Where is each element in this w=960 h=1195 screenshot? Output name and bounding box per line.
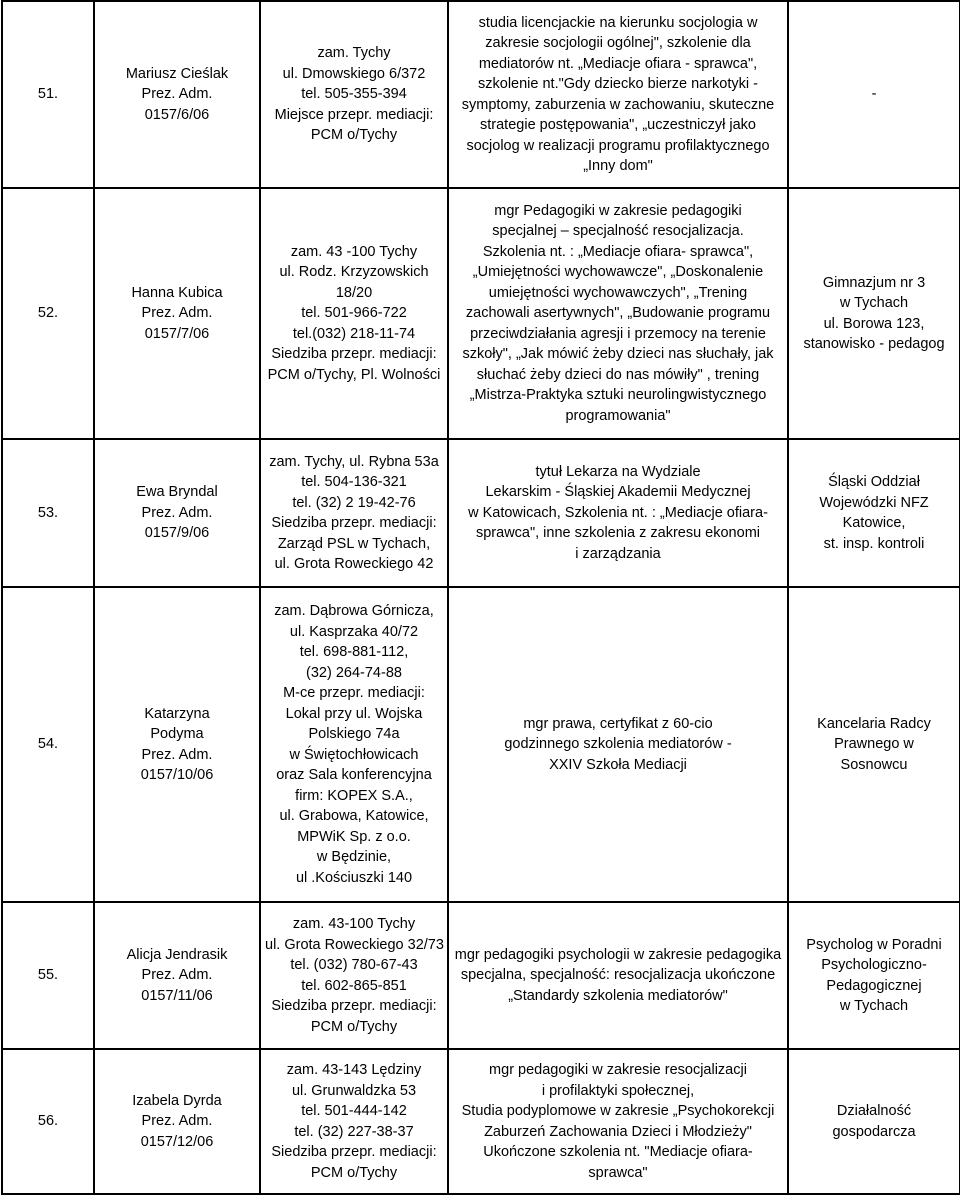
address-line: zam. 43 -100 Tychy <box>290 243 418 260</box>
address-line: zam. Dąbrowa Górnicza, <box>274 603 434 619</box>
qualifications-line: socjolog w realizacji programu profilaktycznego <box>466 137 770 154</box>
mediator-registry-table <box>1 0 960 1195</box>
address-line: tel. 501-966-722 <box>301 305 407 322</box>
row-number: 55. <box>37 967 59 984</box>
qualifications-line: mgr pedagogiki psychologii w zakresie pedagogika <box>454 946 782 963</box>
name-line: Katarzyna <box>144 705 210 722</box>
qualifications-line: szkoły", „Jak mówić żeby dzieci nas słuchały, jak <box>462 346 774 363</box>
qualifications-line: Szkolenia nt. : „Mediacje ofiara- sprawca", <box>482 243 754 260</box>
qualifications-line: XXIV Szkoła Mediacji <box>549 756 687 773</box>
mediator-name-cell <box>94 587 260 902</box>
qualifications-line: symptomy, zaburzenia w zachowaniu, skuteczne <box>461 96 775 113</box>
qualifications-line: zakresie socjologii ogólnej", szkolenie dla <box>485 35 751 51</box>
address-cell <box>260 1049 448 1194</box>
row-number: 56. <box>37 1113 59 1130</box>
name-line: Mariusz Cieślak <box>125 65 229 82</box>
row-number-cell <box>2 1 94 188</box>
address-line: ul. Kasprzaka 40/72 <box>289 623 419 640</box>
address-line: PCM o/Tychy <box>310 127 398 144</box>
row-number: 54. <box>37 736 59 753</box>
qualifications-line: słuchać żeby dzieci do nas mówiły" , trening <box>476 366 760 383</box>
table-body <box>2 1 960 1194</box>
workplace-line: Kancelaria Radcy <box>817 715 931 732</box>
workplace-line: gospodarcza <box>832 1123 916 1140</box>
row-number: 53. <box>37 504 59 521</box>
workplace-line: Działalność <box>836 1103 912 1119</box>
address-line: PCM o/Tychy, Pl. Wolności <box>267 366 441 383</box>
name-line: 0157/7/06 <box>144 325 210 342</box>
qualifications-line: w Katowicach, Szkolenia nt. : „Mediacje ofiara- <box>468 504 768 521</box>
workplace-cell <box>788 439 960 587</box>
address-cell <box>260 1 448 188</box>
row-number-cell <box>2 1049 94 1194</box>
workplace-line: Psycholog w Poradni <box>806 936 942 953</box>
address-line: tel.(032) 218-11-74 <box>292 325 416 342</box>
workplace-line: Sosnowcu <box>840 756 908 773</box>
workplace-line: Psychologiczno- <box>821 957 927 973</box>
table-row <box>2 902 960 1049</box>
qualifications-line: studia licencjackie na kierunku socjologia w <box>478 14 758 31</box>
name-line: Prez. Adm. <box>141 1113 213 1130</box>
address-line: PCM o/Tychy <box>310 1164 398 1181</box>
workplace-line: stanowisko - pedagog <box>803 336 945 352</box>
table-row <box>2 188 960 439</box>
address-line: tel. (032) 780-67-43 <box>290 957 418 973</box>
qualifications-line: Studia podyplomowe w zakresie „Psychokorekcji <box>461 1103 775 1119</box>
workplace-cell <box>788 1 960 188</box>
address-line: tel. 602-865-851 <box>301 977 407 994</box>
name-line: Prez. Adm. <box>141 967 213 984</box>
workplace-cell <box>788 188 960 439</box>
qualifications-line: zachowali asertywnych", „Budowanie programu <box>465 305 771 322</box>
qualifications-line: Zaburzeń Zachowania Dzieci i Młodzieży" <box>484 1123 752 1140</box>
qualifications-cell <box>448 902 788 1049</box>
address-line: zam. Tychy <box>317 45 391 62</box>
qualifications-line: programowania" <box>565 407 671 424</box>
workplace-line: st. insp. kontroli <box>823 535 925 552</box>
address-line: Polskiego 74a <box>308 726 400 742</box>
qualifications-line: Ukończone szkolenia nt. "Mediacje ofiara- <box>483 1144 753 1160</box>
address-line: ul .Kościuszki 140 <box>295 869 413 886</box>
row-number: 51. <box>37 86 59 103</box>
address-line: tel. (32) 227-38-37 <box>294 1123 414 1140</box>
address-line: w Będzinie, <box>316 849 392 865</box>
address-line: 18/20 <box>335 284 373 301</box>
qualifications-line: specjalnej – specjalność resocjalizacja. <box>492 223 744 240</box>
qualifications-line: tytuł Lekarza na Wydziale <box>535 463 701 480</box>
name-line: Prez. Adm. <box>141 305 213 322</box>
workplace-cell <box>788 902 960 1049</box>
mediator-name-cell <box>94 1049 260 1194</box>
address-line: zam. Tychy, ul. Rybna 53a <box>269 453 439 470</box>
qualifications-line: mgr pedagogiki w zakresie resocjalizacji <box>489 1062 747 1078</box>
qualifications-line: „Mistrza-Praktyka sztuki neurolingwistycznego <box>469 387 767 404</box>
name-line: 0157/11/06 <box>141 987 213 1004</box>
qualifications-cell <box>448 1 788 188</box>
name-line: 0157/6/06 <box>144 106 210 123</box>
address-line: M-ce przepr. mediacji: <box>283 685 425 701</box>
address-line: ul. Grota Roweckiego 42 <box>274 556 434 572</box>
qualifications-line: i profilaktyki społecznej, <box>541 1082 695 1099</box>
qualifications-line: przeciwdziałania agresji i przemocy na terenie <box>470 325 766 342</box>
address-line: oraz Sala konferencyjna <box>276 767 432 783</box>
name-line: Alicja Jendrasik <box>126 946 228 963</box>
address-line: tel. 504-136-321 <box>301 474 407 490</box>
qualifications-line: „Umiejętności wychowawcze", „Doskonalenie <box>472 264 764 281</box>
workplace-line: ul. Borowa 123, <box>823 315 925 332</box>
address-line: zam. 43-100 Tychy <box>292 916 416 932</box>
address-line: Siedziba przepr. mediacji: <box>271 1144 437 1160</box>
qualifications-line: „Standardy szkolenia mediatorów" <box>508 987 728 1004</box>
qualifications-cell <box>448 587 788 902</box>
address-line: w Świętochłowicach <box>289 746 419 763</box>
address-line: tel. 505-355-394 <box>301 86 407 103</box>
address-line: (32) 264-74-88 <box>306 664 402 681</box>
address-cell <box>260 587 448 902</box>
name-line: 0157/9/06 <box>144 525 210 542</box>
qualifications-line: strategie postępowania", „uczestniczył jako <box>480 117 756 133</box>
workplace-cell <box>788 587 960 902</box>
row-number-cell <box>2 587 94 902</box>
address-cell <box>260 188 448 439</box>
qualifications-cell <box>448 1049 788 1194</box>
qualifications-line: szkolenie nt."Gdy dziecko bierze narkotyki - <box>478 76 758 92</box>
workplace-line: w Tychach <box>839 295 909 311</box>
mediator-name-cell <box>94 439 260 587</box>
workplace-line: Katowice, <box>842 515 906 531</box>
mediator-name-cell <box>94 1 260 188</box>
qualifications-line: mgr Pedagogiki w zakresie pedagogiki <box>494 202 742 219</box>
name-line: Ewa Bryndal <box>136 484 218 501</box>
address-line: Lokal przy ul. Wojska <box>285 705 423 722</box>
mediator-name-cell <box>94 902 260 1049</box>
address-line: Miejsce przepr. mediacji: <box>274 106 434 123</box>
workplace-line: Wojewódzki NFZ <box>819 494 929 511</box>
qualifications-line: „Inny dom" <box>583 158 653 174</box>
name-line: 0157/12/06 <box>140 1133 214 1150</box>
address-line: tel. 698-881-112, <box>299 644 409 660</box>
workplace-line: Prawnego w <box>834 736 914 753</box>
qualifications-line: sprawca" <box>588 1164 648 1181</box>
workplace-cell <box>788 1049 960 1194</box>
address-line: Siedziba przepr. mediacji: <box>271 998 437 1014</box>
address-line: ul. Dmowskiego 6/372 <box>282 65 426 82</box>
address-cell <box>260 902 448 1049</box>
mediator-name-cell <box>94 188 260 439</box>
workplace-line: Gimnazjum nr 3 <box>822 274 926 291</box>
address-line: ul. Grabowa, Katowice, <box>279 808 429 824</box>
name-line: Prez. Adm. <box>141 746 213 763</box>
row-number: 52. <box>37 305 59 322</box>
address-line: ul. Rodz. Krzyzowskich <box>279 264 429 281</box>
address-line: MPWiK Sp. z o.o. <box>297 828 411 845</box>
address-line: firm: KOPEX S.A., <box>295 787 413 804</box>
table-row <box>2 439 960 587</box>
name-line: Izabela Dyrda <box>132 1092 222 1109</box>
name-line: 0157/10/06 <box>140 767 214 783</box>
qualifications-line: specjalna, specjalność: resocjalizacja ukończone <box>460 967 776 984</box>
address-line: Siedziba przepr. mediacji: <box>271 515 437 531</box>
qualifications-line: mediatorów nt. „Mediacje ofiara - sprawca", <box>478 55 758 72</box>
qualifications-cell <box>448 439 788 587</box>
workplace-line: Pedagogicznej <box>826 977 922 994</box>
table-row <box>2 1 960 188</box>
workplace-line: Śląski Oddział <box>828 474 920 490</box>
qualifications-line: umiejętności wychowawczych", „Trening <box>488 284 748 301</box>
name-line: Prez. Adm. <box>141 86 213 103</box>
qualifications-line: mgr prawa, certyfikat z 60-cio <box>523 715 713 732</box>
table-row <box>2 1049 960 1194</box>
address-line: zam. 43-143 Lędziny <box>286 1062 422 1078</box>
address-line: PCM o/Tychy <box>310 1018 398 1035</box>
qualifications-line: i zarządzania <box>575 545 661 562</box>
address-line: Siedziba przepr. mediacji: <box>271 346 437 363</box>
row-number-cell <box>2 902 94 1049</box>
qualifications-line: Lekarskim - Śląskiej Akademii Medycznej <box>485 484 751 501</box>
address-line: tel. 501-444-142 <box>301 1103 407 1119</box>
address-line: Zarząd PSL w Tychach, <box>277 535 431 552</box>
name-line: Prez. Adm. <box>141 504 213 521</box>
qualifications-line: godzinnego szkolenia mediatorów - <box>504 736 732 753</box>
name-line: Hanna Kubica <box>131 284 223 301</box>
address-line: ul. Grota Roweckiego 32/73 <box>265 936 444 953</box>
address-line: ul. Grunwaldzka 53 <box>291 1082 417 1099</box>
qualifications-line: sprawca", inne szkolenia z zakresu ekonomi <box>475 525 760 542</box>
address-cell <box>260 439 448 587</box>
name-line: Podyma <box>150 726 204 742</box>
row-number-cell <box>2 188 94 439</box>
row-number-cell <box>2 439 94 587</box>
table-row <box>2 587 960 902</box>
workplace-line: - <box>871 86 877 103</box>
workplace-line: w Tychach <box>839 998 909 1014</box>
qualifications-cell <box>448 188 788 439</box>
address-line: tel. (32) 2 19-42-76 <box>292 494 416 511</box>
